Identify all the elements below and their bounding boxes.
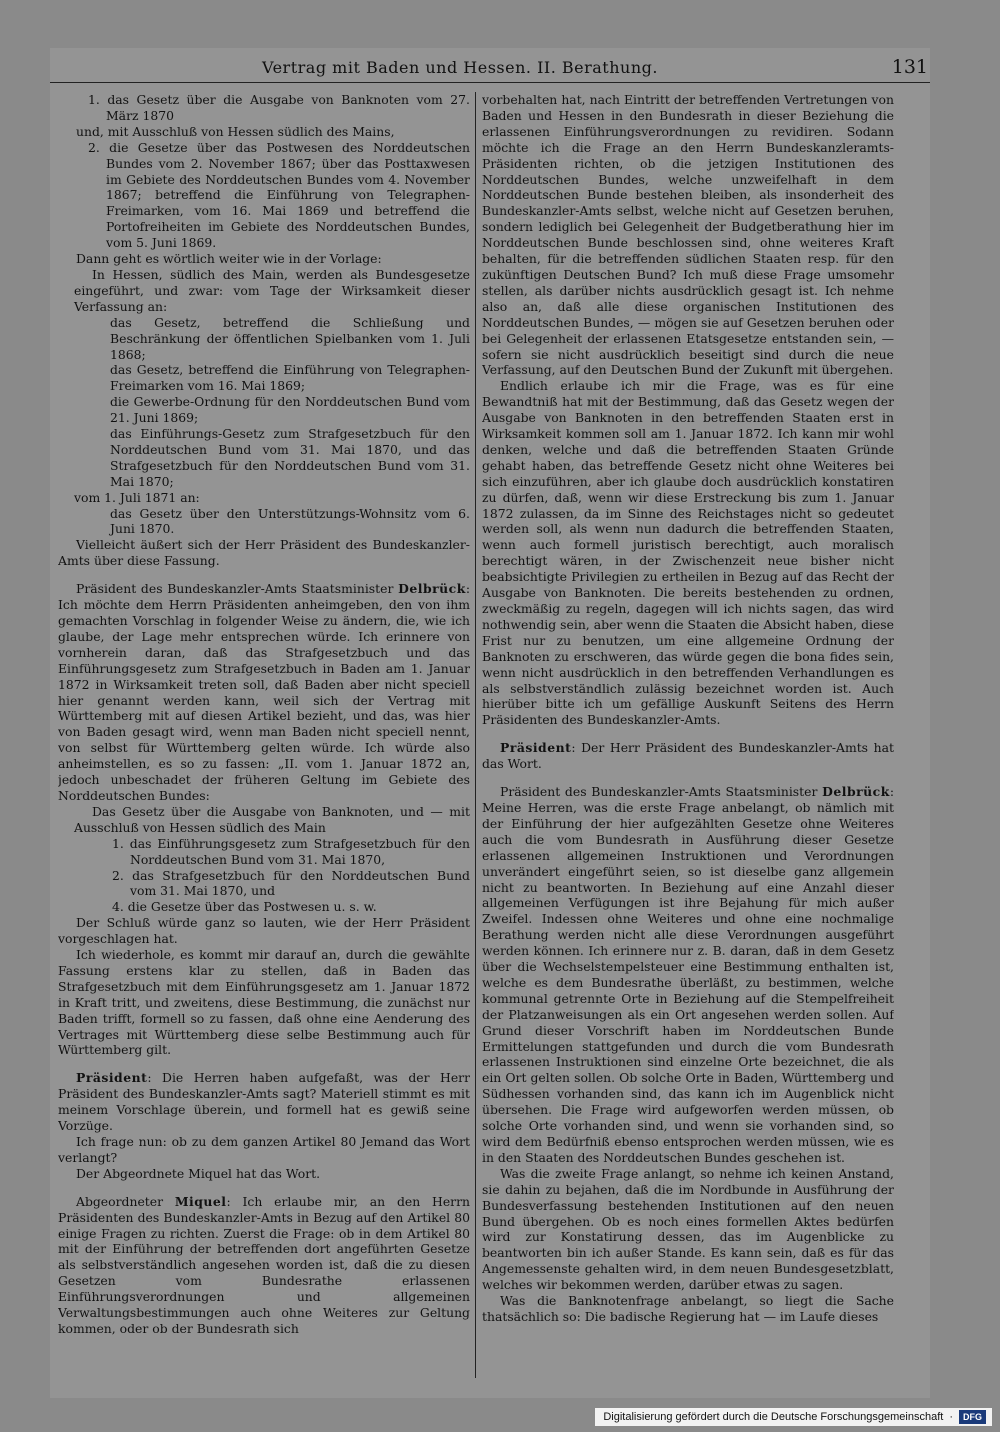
paragraph: die Gewerbe-Ordnung für den Norddeutschen Bund vom 21. Juni 1869; bbox=[110, 394, 470, 426]
credit-text: Digitalisierung gefördert durch die Deutsche Forschungsgemeinschaft bbox=[603, 1411, 944, 1423]
document-page bbox=[50, 48, 930, 1398]
paragraph: Dann geht es wörtlich weiter wie in der Vorlage: bbox=[76, 251, 382, 267]
speaker-name: Delbrück bbox=[822, 784, 890, 800]
paragraph: Das Gesetz über die Ausgabe von Banknoten, und — mit Ausschluß von Hessen südlich des Main bbox=[74, 803, 470, 835]
running-title: Vertrag mit Baden und Hessen. II. Berathung. bbox=[262, 58, 658, 77]
speaker-intro: Abgeordneter bbox=[76, 1193, 164, 1209]
paragraph: In Hessen, südlich des Main, werden als Bundesgesetze eingeführt, und zwar: vom Tage der Wirksamkeit dieser Verfassung an: bbox=[74, 266, 470, 314]
speech-paragraph bbox=[58, 581, 470, 804]
speaker-intro: Präsident des Bundeskanzler-Amts Staatsminister bbox=[76, 581, 394, 597]
column-divider bbox=[475, 92, 476, 1378]
speech-text: : Die Herren haben aufgefaßt, was der Herr Präsident des Bundeskanzler-Amts sagt? Materiell stimmt es mit meinem Vorschlage überein, und formell hat es gewiß seine Vorzüge. bbox=[58, 1070, 470, 1134]
speech-paragraph bbox=[482, 784, 894, 1166]
speech-text: : Meine Herren, was die erste Frage anbelangt, ob nämlich mit der Einführung der hier aufgezählten Gesetze ohne Weiteres auch die vom Bundesrath in Ausführung dieser Gesetze erlassenen allgemeinen Instruktionen und Verordnungen unverändert eingeführt seien, so ist dieselbe ganz allgemein nicht zu beantworten. In Beziehung auf eine Anzahl dieser allgemeinen Verfügungen ist ihre Bejahung für mich außer Zweifel. Indessen ohne Weiteres und ohne eine nochmalige Berathung werden nicht alle diese Verordnungen ausgeführt werden können. Ich erinnere nur z. B. daran, daß in dem Gesetz über die Wechselstempelsteuer eine Bestimmung enthalten ist, welche es dem Bundesrathe überläßt, zu bestimmen, welche kommunal getrennte Orte in Beziehung auf die Stempelfreiheit der Platzanweisungen als ein Ort angesehen werden sollen. Auf Grund dieser Vorschrift haben im Norddeutschen Bunde Ermittelungen stattgefunden und durch die vom Bundesrath erlassenen Instruktionen sind einzelne Orte bezeichnet, die als ein Ort gelten sollen. Ob solche Orte in Baden, Württemberg und Südhessen vorhanden sind, das kann ich im Augenblick nicht übersehen. Die Frage wird aufgeworfen werden müssen, ob solche Orte vorhanden sind, und wenn sie vorhanden sind, so wird dem Bedürfniß ebenso entsprochen werden müssen, wie es in den Staaten des Norddeutschen Bundes geschehen ist. bbox=[482, 784, 894, 1165]
left-column bbox=[58, 92, 470, 1398]
paragraph: Vielleicht äußert sich der Herr Präsident des Bundeskanzler-Amts über diese Fassung. bbox=[58, 537, 470, 569]
speech-paragraph bbox=[58, 1194, 470, 1337]
paragraph: Der Schluß würde ganz so lauten, wie der Herr Präsident vorgeschlagen hat. bbox=[58, 915, 470, 947]
paragraph: Ich wiederhole, es kommt mir darauf an, durch die gewählte Fassung erstens klar zu stellen, daß in Baden das Strafgesetzbuch mit dem Einführungsgesetz am 1. Januar 1872 in Kraft tritt, und zweitens, diese Bestimmung, die zunächst nur Baden trifft, formell so zu fassen, daß ohne eine Aenderung des Vertrages mit Württemberg diese selbe Bestimmung auch für Württemberg gilt. bbox=[58, 947, 470, 1058]
paragraph: das Gesetz über den Unterstützungs-Wohnsitz vom 6. Juni 1870. bbox=[110, 505, 470, 537]
paragraph: Was die zweite Frage anlangt, so nehme ich keinen Anstand, sie dahin zu bejahen, daß die im Nordbunde in Ausführung der Bundesverfassung bestehenden Institutionen auf den neuen Bund übergehen. Ob es noch eines formellen Aktes bedürfen wird zur Konstatirung dessen, das im Augenblicke zu beantworten bin ich außer Stande. Es kann sein, daß es für das Angemessenste gehalten wird, in dem neuen Bundesgesetzblatt, welches wir bekommen werden, darüber etwas zu sagen. bbox=[482, 1165, 894, 1293]
speaker-name: Präsident bbox=[76, 1070, 148, 1086]
paragraph: das Gesetz, betreffend die Schließung und Beschränkung der öffentlichen Spielbanken vom 1. Juli 1868; bbox=[110, 314, 470, 362]
paragraph: und, mit Ausschluß von Hessen südlich des Mains, bbox=[76, 123, 395, 139]
credit-separator: · bbox=[949, 1411, 953, 1423]
speaker-name: Miquel bbox=[174, 1193, 227, 1209]
paragraph: das Einführungs-Gesetz zum Strafgesetzbuch für den Norddeutschen Bund vom 31. Mai 1870, und das Strafgesetzbuch für den Norddeutschen Bund vom 31. Mai 1870; bbox=[110, 426, 470, 489]
paragraph: vom 1. Juli 1871 an: bbox=[74, 489, 200, 505]
paragraph: 2. das Strafgesetzbuch für den Norddeutschen Bund vom 31. Mai 1870, und bbox=[112, 867, 470, 899]
digitization-credit bbox=[595, 1408, 992, 1426]
paragraph: 1. das Einführungsgesetz zum Strafgesetzbuch für den Norddeutschen Bund vom 31. Mai 1870, bbox=[112, 835, 470, 867]
paragraph: das Gesetz, betreffend die Einführung von Telegraphen-Freimarken vom 16. Mai 1869; bbox=[110, 362, 470, 394]
paragraph: 1. das Gesetz über die Ausgabe von Banknoten vom 27. März 1870 bbox=[88, 92, 470, 123]
speaker-name: Präsident bbox=[500, 740, 572, 756]
paragraph: Endlich erlaube ich mir die Frage, was es für eine Bewandtniß hat mit der Bestimmung, daß das Gesetz wegen der Ausgabe von Banknoten in den betreffenden Staaten erst in Wirksamkeit kommen soll am 1. Januar 1872. Ich kann mir wohl denken, welche und daß die betreffenden Staaten Gründe gehabt haben, das betreffende Gesetz nicht ohne Weiteres bei sich einzuführen, aber ich glaube doch ausdrücklich konstatiren zu dürfen, daß, wenn wir diese Erstreckung bis zum 1. Januar 1872 zulassen, da im Sinne des Reichstages nicht so gedeutet werden soll, als wenn nun dadurch die betreffenden Staaten, wenn auch formell juristisch berechtigt, auch moralisch berechtigt wären, in der Zwischenzeit neue bisher nicht beabsichtigte Privilegien zu ertheilen in Bezug auf das Recht der Ausgabe von Banknoten. Die bereits bestehenden zu ordnen, zweckmäßig zu regeln, dagegen will ich nichts sagen, das wird nothwendig sein, aber wenn die Staaten die Absicht haben, diese Frist nur zu benutzen, um eine allgemeine Ordnung der Banknoten zu erschweren, das würde gegen die bona fides sein, wenn nicht ausdrücklich in den betreffenden Verhandlungen es als selbstverständlich zulässig bezeichnet worden ist. Auch hierüber bitte ich um gefällige Auskunft Seitens des Herrn Präsidenten des Bundeskanzler-Amts. bbox=[482, 378, 894, 728]
paragraph: 4. die Gesetze über das Postwesen u. s. w. bbox=[112, 899, 377, 915]
speech-paragraph bbox=[482, 740, 894, 772]
paragraph: vorbehalten hat, nach Eintritt der betreffenden Vertretungen von Baden und Hessen in den Bundesrath in dieser Beziehung die erlassenen Einführungsverordnungen zu revidiren. Sodann möchte ich die Frage an den Herrn Bundeskanzleramts-Präsidenten richten, ob die jetzigen Institutionen des Norddeutschen Bundes, welche unzweifelhaft in dem Norddeutschen Bunde bestehen bleiben, als insonderheit des Bundeskanzler-Amts selbst, welche nicht auf Gesetzen beruhen, sondern lediglich bei Gelegenheit der Budgetberathung hier im Norddeutschen Bunde beschlossen sind, ohne weiteres Kraft behalten, für die betreffenden südlichen Staaten resp. für den zukünftigen Deutschen Bund? Ich muß diese Frage umsomehr stellen, als darüber nichts ausdrücklich gesagt ist. Ich nehme also an, daß alle diese organischen Institutionen des Norddeutschen Bundes, — mögen sie auf Gesetzen beruhen oder bei Gelegenheit der erlassenen Etatsgesetze entstanden sein, — sofern sie nicht ausdrücklich beseitigt sind durch die neue Verfassung, auf den Deutschen Bund der Zukunft mit übergehen. bbox=[482, 92, 894, 378]
page-number: 131 bbox=[891, 56, 928, 78]
speaker-name: Delbrück bbox=[398, 581, 466, 597]
speech-paragraph bbox=[58, 1070, 470, 1134]
right-column bbox=[482, 92, 894, 1398]
dfg-logo: DFG bbox=[959, 1410, 986, 1424]
speech-text: : Ich erlaube mir, an den Herrn Präsidenten des Bundeskanzler-Amts in Bezug auf den Artikel 80 einige Fragen zu richten. Zuerst die Frage: ob in dem Artikel 80 mit der Einführung der betreffenden dort angeführten Gesetze als selbstverständlich angesehen worden ist, daß die zu diesen Gesetzen vom Bundesrathe erlassenen Einführungsverordnungen und allgemeinen Verwaltungsbestimmungen auch ohne Weiteres zur Geltung kommen, oder ob der Bundesrath sich bbox=[58, 1193, 470, 1336]
paragraph: Ich frage nun: ob zu dem ganzen Artikel 80 Jemand das Wort verlangt? bbox=[58, 1134, 470, 1165]
speech-text: : Der Herr Präsident des Bundeskanzler-Amts hat das Wort. bbox=[482, 740, 894, 772]
paragraph: 2. die Gesetze über das Postwesen des Norddeutschen Bundes vom 2. November 1867; über das Posttaxwesen im Gebiete des Norddeutschen Bundes vom 4. November 1867; betreffend die Einführung von Telegraphen-Freimarken, vom 16. Mai 1869 und betreffend die Portofreiheiten im Gebiete des Norddeutschen Bundes, vom 5. Juni 1869. bbox=[88, 139, 470, 251]
speech-text: : Ich möchte dem Herrn Präsidenten anheimgeben, den von ihm gemachten Vorschlag in folgender Weise zu ändern, die, wie ich glaube, der Lage mehr entsprechen würde. Ich erinnere von vornherein daran, daß das Strafgesetzbuch und das Einführungsgesetz zum Strafgesetzbuch in Baden am 1. Januar 1872 in Wirksamkeit treten soll, daß Baden aber nicht speciell hier genannt werden kann, weil sich der Vertrag mit Württemberg mit auf diesen Artikel bezieht, und das, was hier von Baden gesagt wird, wenn man Baden nicht speciell nennt, von selbst für Württemberg gelten würde. Ich würde also anheimstellen, es so zu fassen: „II. vom 1. Januar 1872 an, jedoch unbeschadet der früheren Geltung im Gebiete des Norddeutschen Bundes: bbox=[58, 581, 470, 803]
speaker-intro: Präsident des Bundeskanzler-Amts Staatsminister bbox=[500, 784, 818, 800]
paragraph: Was die Banknotenfrage anbelangt, so liegt die Sache thatsächlich so: Die badische Regierung hat — im Laufe dieses bbox=[482, 1293, 894, 1324]
page-header bbox=[50, 56, 930, 83]
paragraph: Der Abgeordnete Miquel hat das Wort. bbox=[76, 1165, 321, 1181]
